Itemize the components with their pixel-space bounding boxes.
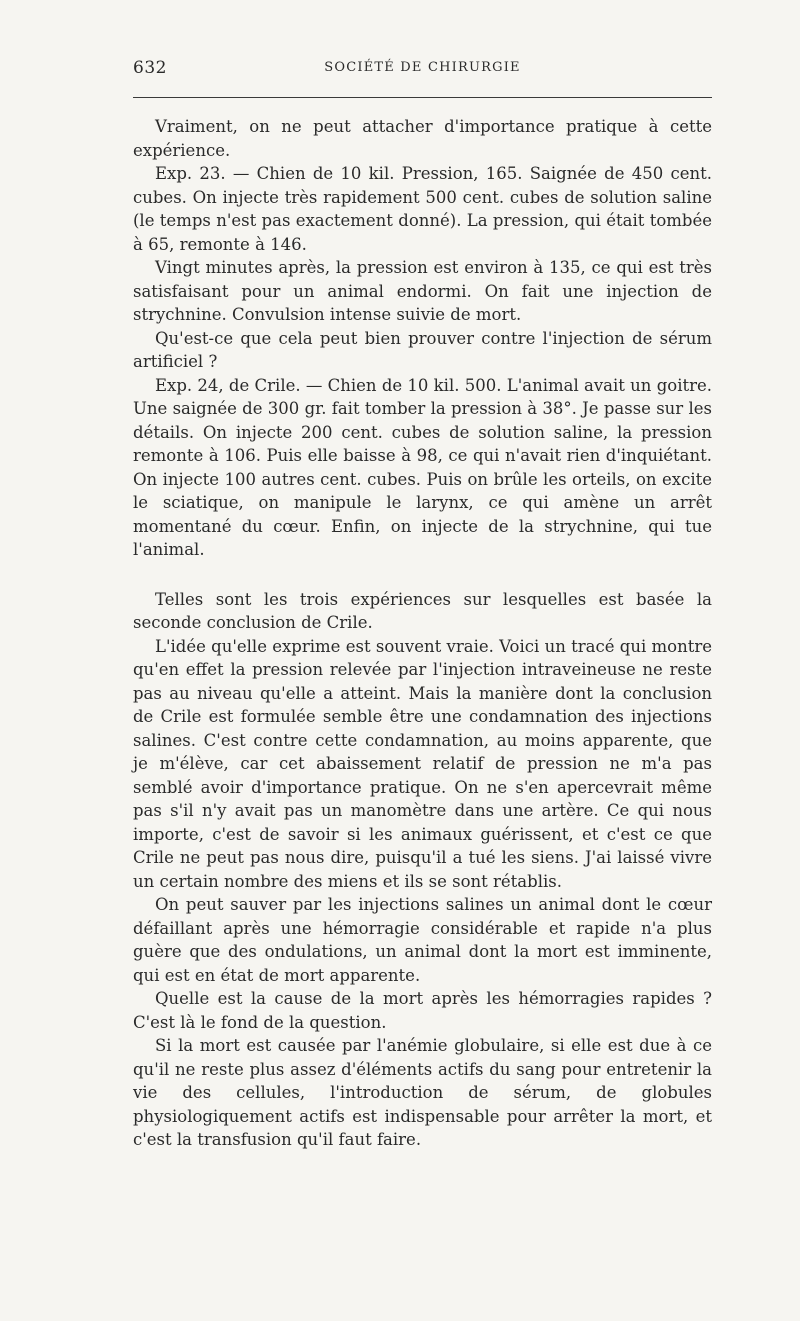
page-number: 632 [133,58,167,78]
section-gap [133,562,712,588]
running-title: SOCIÉTÉ DE CHIRURGIE [324,60,521,75]
paragraph: Telles sont les trois expériences sur lesquelles est basée la seconde conclusion de Crile. [133,589,712,632]
page-header [133,58,712,86]
body-text [133,115,712,1152]
paragraph: Vraiment, on ne peut attacher d'importance pratique à cette expérience. [133,117,712,160]
header-rule [133,97,712,98]
paragraph-exp-24: Exp. 24, de Crile. — Chien de 10 kil. 500. L'animal avait un goitre. Une saignée de 300 gr. fait tomber la pression à 38°. Je passe sur les détails. On injecte 200 cent. cubes de solution saline, la pression remonte à 106. Puis elle baisse à 98, ce qui n'avait rien d'inquiétant. On injecte 100 autres cent. cubes. Puis on brûle les orteils, on excite le sciatique, on manipule le larynx, ce qui amène un arrêt momentané du cœur. Enfin, on injecte de la strychnine, qui tue l'animal. [133,375,712,559]
paragraph: Si la mort est causée par l'anémie globulaire, si elle est due à ce qu'il ne reste plus assez d'éléments actifs du sang pour entretenir la vie des cellules, l'introduction de sérum, de globules physiologiquement actifs est indispensable pour arrêter la mort, et c'est la transfusion qu'il faut faire. [133,1036,712,1149]
paragraph: On peut sauver par les injections salines un animal dont le cœur défaillant après une hémorragie considérable et rapide n'a plus guère que des ondulations, un animal dont la mort est imminente, qui est en état de mort apparente. [133,895,712,985]
paragraph: Qu'est-ce que cela peut bien prouver contre l'injection de sérum artificiel ? [133,328,712,371]
paragraph-exp-23: Exp. 23. — Chien de 10 kil. Pression, 165. Saignée de 450 cent. cubes. On injecte très rapidement 500 cent. cubes de solution saline (le temps n'est pas exactement donné). La pression, qui était tombée à 65, remonte à 146. [133,164,712,254]
paragraph: L'idée qu'elle exprime est souvent vraie. Voici un tracé qui montre qu'en effet la pression relevée par l'injection intraveineuse ne reste pas au niveau qu'elle a atteint. Mais la manière dont la conclusion de Crile est formulée semble être une condamnation des injections salines. C'est contre cette condamnation, au moins apparente, que je m'élève, car cet abaissement relatif de pression ne m'a pas semblé avoir d'importance pratique. On ne s'en apercevrait même pas s'il n'y avait pas un manomètre dans une artère. Ce qui nous importe, c'est de savoir si les animaux guérissent, et c'est ce que Crile ne peut pas nous dire, puisqu'il a tué les siens. J'ai laissé vivre un certain nombre des miens et ils se sont rétablis. [133,636,712,891]
paragraph: Vingt minutes après, la pression est environ à 135, ce qui est très satisfaisant pour un animal endormi. On fait une injection de strychnine. Convulsion intense suivie de mort. [133,258,712,324]
paragraph: Quelle est la cause de la mort après les hémorragies rapides ? C'est là le fond de la question. [133,989,712,1032]
